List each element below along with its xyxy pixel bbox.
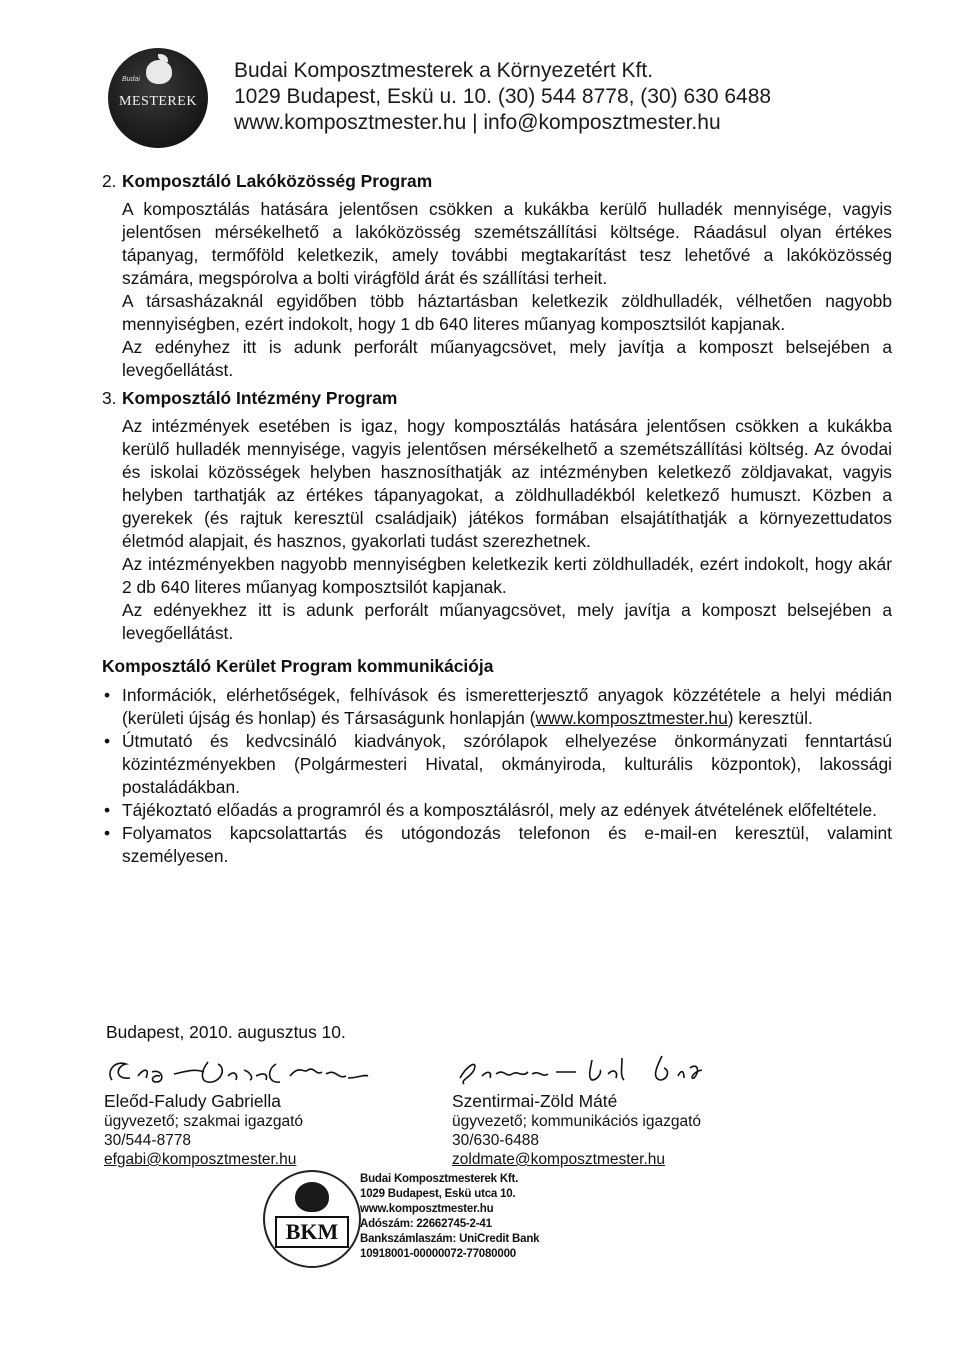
list-item-text: Tájékoztató előadás a programról és a komposztálásról, mely az edények átvételének előfeltétele.: [122, 800, 877, 820]
section-lakokozosseg: [102, 170, 892, 382]
bullet-icon: •: [104, 823, 111, 843]
signatory-name: Eleőd-Faludy Gabriella: [104, 1091, 281, 1111]
apple-icon: [295, 1182, 329, 1212]
stamp-line: 10918001-00000072-77080000: [360, 1248, 516, 1260]
list-item: [102, 799, 892, 822]
bullet-icon: •: [104, 800, 111, 820]
handwritten-signature-left: [104, 1050, 404, 1090]
signatory-email[interactable]: efgabi@komposztmester.hu: [104, 1151, 297, 1168]
signatory-role: ügyvezető; szakmai igazgató: [104, 1113, 304, 1130]
logo-word: MESTEREK: [119, 94, 197, 109]
bullet-icon: •: [104, 731, 111, 751]
stamp-logo: [263, 1170, 361, 1268]
signatory-phone: 30/630-6488: [452, 1132, 540, 1149]
letter-body: [102, 170, 892, 868]
list-item: [102, 684, 892, 730]
logo-small-text: Budai: [122, 76, 140, 83]
list-item-text: Információk, elérhetőségek, felhívások és ismeretterjesztő anyagok közzététele a helyi médián (kerületi újság és honlap) és Társaságunk honlapján (: [122, 685, 892, 728]
signature-block-left: [104, 1050, 404, 1169]
list-item-text: Útmutató és kedvcsináló kiadványok, szórólapok elhelyezése önkormányzati fenntartású közintézményekben (Polgármesteri Hivatal, okmányiroda, kulturális központok), lakossági postaládákban.: [122, 731, 892, 797]
stamp-line: www.komposztmester.hu: [360, 1203, 494, 1215]
paragraph: Az edényhez itt is adunk perforált műanyagcsövet, mely javítja a komposzt belsejében a levegőellátást.: [122, 337, 892, 380]
signatory-email[interactable]: zoldmate@komposztmester.hu: [452, 1151, 666, 1168]
bullet-icon: •: [104, 685, 111, 705]
signatory-role: ügyvezető; kommunikációs igazgató: [452, 1113, 701, 1130]
company-logo: [108, 48, 208, 148]
communication-list: [102, 684, 892, 868]
section-title: Komposztáló Intézmény Program: [122, 388, 398, 408]
letter-date: Budapest, 2010. augusztus 10.: [106, 1022, 346, 1042]
stamp-line: Adószám: 22662745-2-41: [360, 1218, 492, 1230]
section-number: 3.: [102, 388, 117, 408]
list-item: [102, 730, 892, 799]
communication-title: Komposztáló Kerület Program kommunikációja: [102, 656, 494, 676]
stamp-logo-text: BKM: [275, 1216, 349, 1248]
paragraph: Az intézményekben nagyobb mennyiségben keletkezik kerti zöldhulladék, ezért indokolt, hogy akár 2 db 640 literes műanyag komposztsilót kapjanak.: [122, 554, 892, 597]
signatory-name: Szentirmai-Zöld Máté: [452, 1091, 618, 1111]
paragraph: Az intézmények esetében is igaz, hogy komposztálás hatására jelentősen csökken a kukákba kerülő hulladék mennyisége, vagyis jelentősen mérsékelhető a szemétszállítási költség. Az óvodai és iskolai közösségek helyben hasznosíthatják az intézményben keletkező zöldjavakat, vagyis helyben tarthatják az értékes tápanyagokat, a zöldhulladékból keletkező humuszt. Közben a gyerekek (és rajtuk keresztül családjaik) játékos formában elsajátíthatják a környezettudatos életmód alapjait, és hasznos, gyakorlati tudást szerezhetnek.: [122, 416, 892, 551]
company-address: 1029 Budapest, Eskü u. 10. (30) 544 8778, (30) 630 6488: [234, 85, 772, 108]
list-item-text: Folyamatos kapcsolattartás és utógondozás telefonon és e-mail-en keresztül, valamint személyesen.: [122, 823, 892, 866]
letterhead: [234, 58, 771, 136]
signatory-phone: 30/544-8778: [104, 1132, 192, 1149]
paragraph: Az edényekhez itt is adunk perforált műanyagcsövet, mely javítja a komposzt belsejében a levegőellátást.: [122, 600, 892, 643]
list-item-text: ) keresztül.: [727, 708, 813, 728]
company-name: Budai Komposztmesterek a Környezetért Kft.: [234, 59, 654, 82]
stamp-line: Bankszámlaszám: UniCredit Bank: [360, 1233, 540, 1245]
handwritten-signature-right: [452, 1050, 772, 1090]
paragraph: A társasházaknál egyidőben több háztartásban keletkezik zöldhulladék, vélhetően nagyobb mennyiségben, ezért indokolt, hogy 1 db 640 literes műanyag komposztsilót kapjanak.: [122, 291, 892, 334]
apple-icon: [146, 60, 172, 84]
website-link[interactable]: www.komposztmester.hu: [535, 708, 728, 728]
company-web-email: www.komposztmester.hu | info@komposztmester.hu: [234, 111, 721, 134]
section-number: 2.: [102, 171, 117, 191]
list-item: [102, 822, 892, 868]
section-title: Komposztáló Lakóközösség Program: [122, 171, 433, 191]
stamp-line: 1029 Budapest, Eskü utca 10.: [360, 1188, 516, 1200]
section-intezmeny: [102, 387, 892, 645]
paragraph: A komposztálás hatására jelentősen csökken a kukákba kerülő hulladék mennyisége, vagyis jelentősen mérsékelhető a lakóközösség szemétszállítási költsége. Ráadásul olyan értékes tápanyag, termőföld keletkezik, amely további megtakarítást tesz lehetővé a lakóközösség számára, megspórolva a bolti virágföld árát és szállítási terheit.: [122, 199, 892, 288]
signature-block-right: [452, 1050, 772, 1169]
stamp-line: Budai Komposztmesterek Kft.: [360, 1173, 519, 1185]
company-stamp: [360, 1172, 539, 1262]
